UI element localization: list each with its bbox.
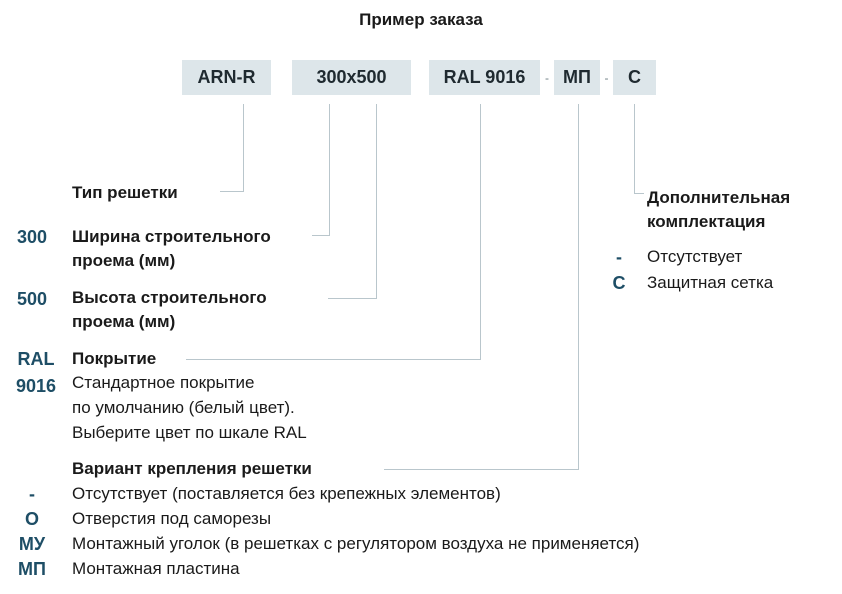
mount-option-label: Монтажный уголок (в решетках с регулятором воздуха не применяется)	[72, 534, 640, 553]
type-heading: Тип решетки	[72, 183, 178, 202]
code-separator: -	[604, 71, 609, 85]
width-code: 300	[16, 227, 48, 247]
mount-option-code: МП	[18, 559, 46, 579]
connector-line	[186, 359, 481, 360]
connector-line	[243, 104, 244, 192]
code-box-color: RAL 9016	[429, 60, 540, 95]
connector-line	[634, 193, 644, 194]
connector-line	[220, 191, 244, 192]
extra-option-label: Защитная сетка	[647, 273, 774, 292]
code-box-size: 300x500	[292, 60, 411, 95]
code-box-type: ARN-R	[182, 60, 271, 95]
extra-option-label: Отсутствует	[647, 247, 743, 266]
coating-heading: Покрытие	[72, 349, 157, 368]
page-title: Пример заказа	[359, 10, 483, 29]
connector-line	[312, 235, 330, 236]
height-code: 500	[16, 289, 48, 309]
coating-code-line2: 9016	[15, 376, 57, 396]
height-heading-line2: проема (мм)	[72, 312, 176, 331]
mount-option-label: Отсутствует (поставляется без крепежных элементов)	[72, 484, 501, 503]
mount-heading: Вариант крепления решетки	[72, 459, 312, 478]
connector-line	[578, 104, 579, 470]
connector-line	[329, 104, 330, 236]
connector-line	[328, 298, 377, 299]
code-box-extra: C	[613, 60, 656, 95]
connector-line	[376, 104, 377, 299]
mount-option-label: Монтажная пластина	[72, 559, 240, 578]
coating-text-line3: Выберите цвет по шкале RAL	[72, 423, 307, 442]
extra-heading-line2: комплектация	[647, 212, 766, 231]
coating-code-line1: RAL	[17, 349, 55, 369]
connector-line	[634, 104, 635, 194]
mount-option-code: О	[24, 509, 39, 529]
coating-text-line2: по умолчанию (белый цвет).	[72, 398, 295, 417]
width-heading-line1: Ширина строительного	[72, 227, 271, 246]
height-heading-line1: Высота строительного	[72, 288, 267, 307]
code-separator: -	[545, 71, 549, 85]
mount-option-code: МУ	[18, 534, 46, 554]
mount-option-code: -	[29, 484, 35, 504]
extra-option-code: С	[612, 273, 626, 293]
width-heading-line2: проема (мм)	[72, 251, 176, 270]
connector-line	[384, 469, 579, 470]
code-box-mount: МП	[554, 60, 600, 95]
connector-line	[480, 104, 481, 360]
extra-option-code: -	[616, 247, 622, 267]
coating-text-line1: Стандартное покрытие	[72, 373, 255, 392]
extra-heading-line1: Дополнительная	[647, 188, 791, 207]
mount-option-label: Отверстия под саморезы	[72, 509, 272, 528]
